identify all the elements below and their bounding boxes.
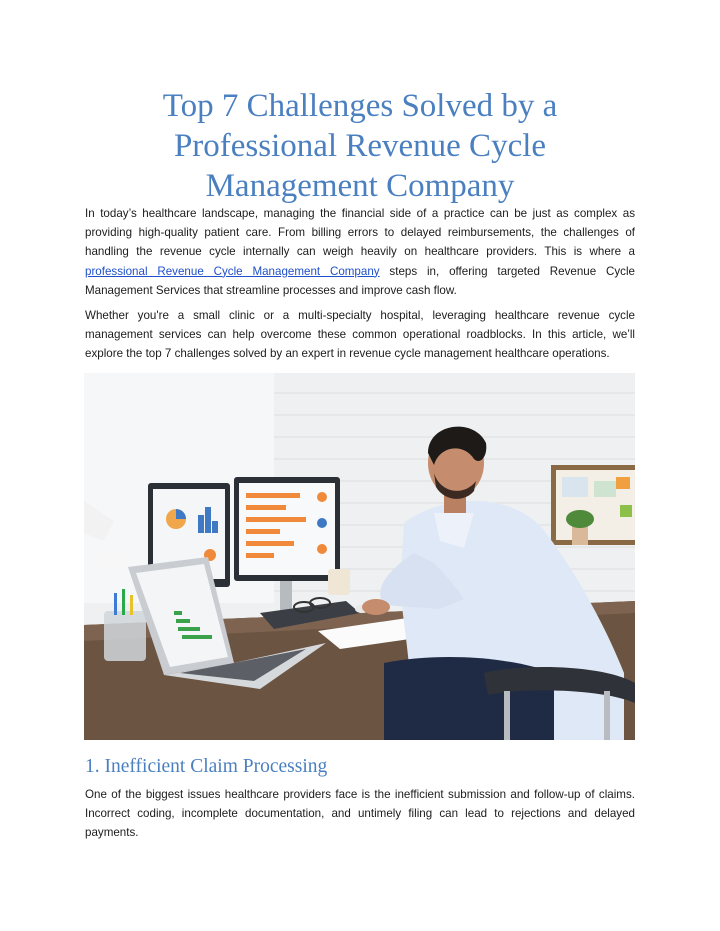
intro-paragraph bbox=[85, 204, 635, 300]
page-title: Top 7 Challenges Solved by a Professional Revenue Cycle Management Company bbox=[162, 88, 558, 204]
intro-text-after-link: steps in, offering targeted Revenue Cycle Management Services that streamline processes and improve cash flow. bbox=[85, 264, 635, 297]
office-photo bbox=[84, 373, 635, 740]
intro-text-before-link: In today’s healthcare landscape, managing the financial side of a practice can be just as complex as providing high-quality patient care. From billing errors to delayed reimbursements, the challenges of handling the revenue cycle internally can weigh heavily on healthcare providers. This is where a bbox=[85, 207, 635, 259]
second-paragraph: Whether you're a small clinic or a multi-specialty hospital, leveraging healthcare revenue cycle management services can help overcome these common operational roadblocks. In this article, we’ll explore the top 7 challenges solved by an expert in revenue cycle management healthcare operations. bbox=[85, 309, 635, 361]
section-1-body: One of the biggest issues healthcare providers face is the inefficient submission and follow-up of claims. Incorrect coding, incomplete documentation, and untimely filing can lead to rejections and delayed payments. bbox=[85, 788, 635, 840]
section-heading-1: 1. Inefficient Claim Processing bbox=[85, 756, 328, 777]
rcm-company-link[interactable]: professional Revenue Cycle Management Company bbox=[85, 264, 380, 278]
